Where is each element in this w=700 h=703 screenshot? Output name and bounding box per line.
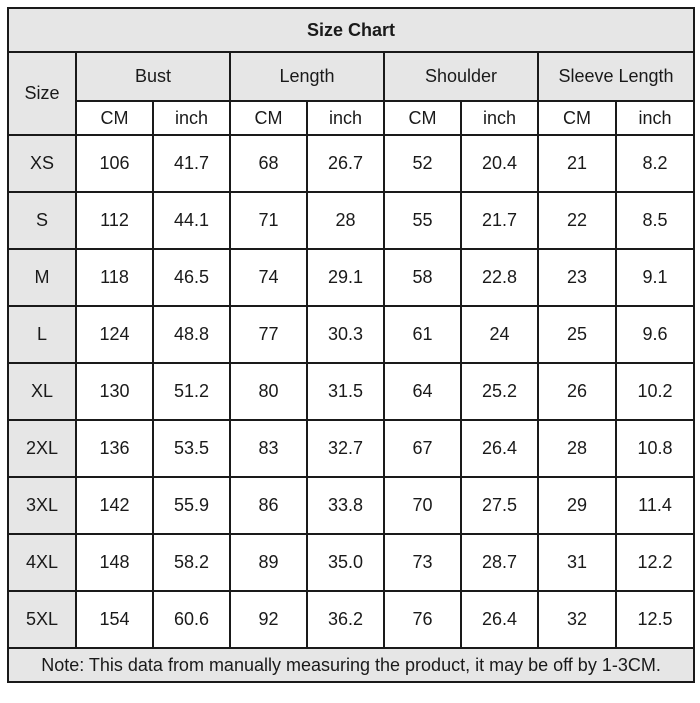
measurement-cell: 55 <box>384 192 461 249</box>
size-label: 5XL <box>8 591 76 648</box>
size-label: 2XL <box>8 420 76 477</box>
measurement-cell: 10.2 <box>616 363 694 420</box>
measurement-cell: 29.1 <box>307 249 384 306</box>
unit-header: CM <box>230 101 307 135</box>
measurement-cell: 23 <box>538 249 616 306</box>
measurement-cell: 92 <box>230 591 307 648</box>
measurement-cell: 118 <box>76 249 153 306</box>
measurement-cell: 70 <box>384 477 461 534</box>
measurement-cell: 83 <box>230 420 307 477</box>
measurement-cell: 77 <box>230 306 307 363</box>
measurement-cell: 106 <box>76 135 153 192</box>
measurement-cell: 68 <box>230 135 307 192</box>
measurement-cell: 46.5 <box>153 249 230 306</box>
measurement-cell: 67 <box>384 420 461 477</box>
measurement-cell: 31 <box>538 534 616 591</box>
measurement-cell: 53.5 <box>153 420 230 477</box>
table-row <box>8 249 694 306</box>
unit-header: inch <box>616 101 694 135</box>
table-row <box>8 477 694 534</box>
measurement-cell: 136 <box>76 420 153 477</box>
size-chart-table <box>7 7 695 683</box>
size-label: XS <box>8 135 76 192</box>
measurement-cell: 80 <box>230 363 307 420</box>
unit-header: CM <box>76 101 153 135</box>
measurement-cell: 33.8 <box>307 477 384 534</box>
measurement-cell: 24 <box>461 306 538 363</box>
measurement-cell: 124 <box>76 306 153 363</box>
measurement-note: Note: This data from manually measuring the product, it may be off by 1-3CM. <box>8 648 694 682</box>
measurement-cell: 142 <box>76 477 153 534</box>
table-row <box>8 192 694 249</box>
measurement-cell: 31.5 <box>307 363 384 420</box>
measurement-cell: 28.7 <box>461 534 538 591</box>
table-row <box>8 363 694 420</box>
measurement-cell: 26 <box>538 363 616 420</box>
measurement-cell: 20.4 <box>461 135 538 192</box>
measurement-cell: 74 <box>230 249 307 306</box>
measurement-cell: 35.0 <box>307 534 384 591</box>
measurement-cell: 26.4 <box>461 591 538 648</box>
measurement-cell: 25 <box>538 306 616 363</box>
table-row <box>8 135 694 192</box>
measurement-cell: 89 <box>230 534 307 591</box>
table-row <box>8 306 694 363</box>
table-row <box>8 591 694 648</box>
group-header-bust: Bust <box>76 52 230 101</box>
measurement-cell: 21 <box>538 135 616 192</box>
measurement-cell: 148 <box>76 534 153 591</box>
measurement-cell: 32.7 <box>307 420 384 477</box>
unit-header: CM <box>538 101 616 135</box>
group-header-sleeve-length: Sleeve Length <box>538 52 694 101</box>
measurement-cell: 52 <box>384 135 461 192</box>
size-column-header: Size <box>8 52 76 135</box>
measurement-cell: 130 <box>76 363 153 420</box>
measurement-cell: 8.2 <box>616 135 694 192</box>
measurement-cell: 11.4 <box>616 477 694 534</box>
measurement-cell: 32 <box>538 591 616 648</box>
measurement-cell: 28 <box>307 192 384 249</box>
size-label: 4XL <box>8 534 76 591</box>
measurement-cell: 10.8 <box>616 420 694 477</box>
chart-title: Size Chart <box>8 8 694 52</box>
measurement-cell: 64 <box>384 363 461 420</box>
measurement-cell: 73 <box>384 534 461 591</box>
measurement-cell: 27.5 <box>461 477 538 534</box>
measurement-cell: 48.8 <box>153 306 230 363</box>
measurement-cell: 29 <box>538 477 616 534</box>
group-header-shoulder: Shoulder <box>384 52 538 101</box>
measurement-cell: 51.2 <box>153 363 230 420</box>
measurement-cell: 9.6 <box>616 306 694 363</box>
measurement-cell: 12.5 <box>616 591 694 648</box>
measurement-cell: 36.2 <box>307 591 384 648</box>
size-label: M <box>8 249 76 306</box>
measurement-cell: 8.5 <box>616 192 694 249</box>
size-label: 3XL <box>8 477 76 534</box>
unit-header: CM <box>384 101 461 135</box>
unit-header: inch <box>153 101 230 135</box>
group-header-length: Length <box>230 52 384 101</box>
measurement-cell: 44.1 <box>153 192 230 249</box>
unit-header: inch <box>461 101 538 135</box>
measurement-cell: 26.7 <box>307 135 384 192</box>
measurement-cell: 25.2 <box>461 363 538 420</box>
measurement-cell: 21.7 <box>461 192 538 249</box>
measurement-cell: 154 <box>76 591 153 648</box>
measurement-cell: 12.2 <box>616 534 694 591</box>
measurement-cell: 26.4 <box>461 420 538 477</box>
measurement-cell: 22.8 <box>461 249 538 306</box>
measurement-cell: 41.7 <box>153 135 230 192</box>
measurement-cell: 28 <box>538 420 616 477</box>
size-label: S <box>8 192 76 249</box>
measurement-cell: 58 <box>384 249 461 306</box>
measurement-cell: 55.9 <box>153 477 230 534</box>
table-row <box>8 534 694 591</box>
measurement-cell: 71 <box>230 192 307 249</box>
measurement-cell: 112 <box>76 192 153 249</box>
measurement-cell: 86 <box>230 477 307 534</box>
measurement-cell: 60.6 <box>153 591 230 648</box>
table-row <box>8 420 694 477</box>
measurement-cell: 30.3 <box>307 306 384 363</box>
measurement-cell: 76 <box>384 591 461 648</box>
measurement-cell: 9.1 <box>616 249 694 306</box>
size-label: XL <box>8 363 76 420</box>
size-label: L <box>8 306 76 363</box>
measurement-cell: 61 <box>384 306 461 363</box>
measurement-cell: 22 <box>538 192 616 249</box>
measurement-cell: 58.2 <box>153 534 230 591</box>
unit-header: inch <box>307 101 384 135</box>
